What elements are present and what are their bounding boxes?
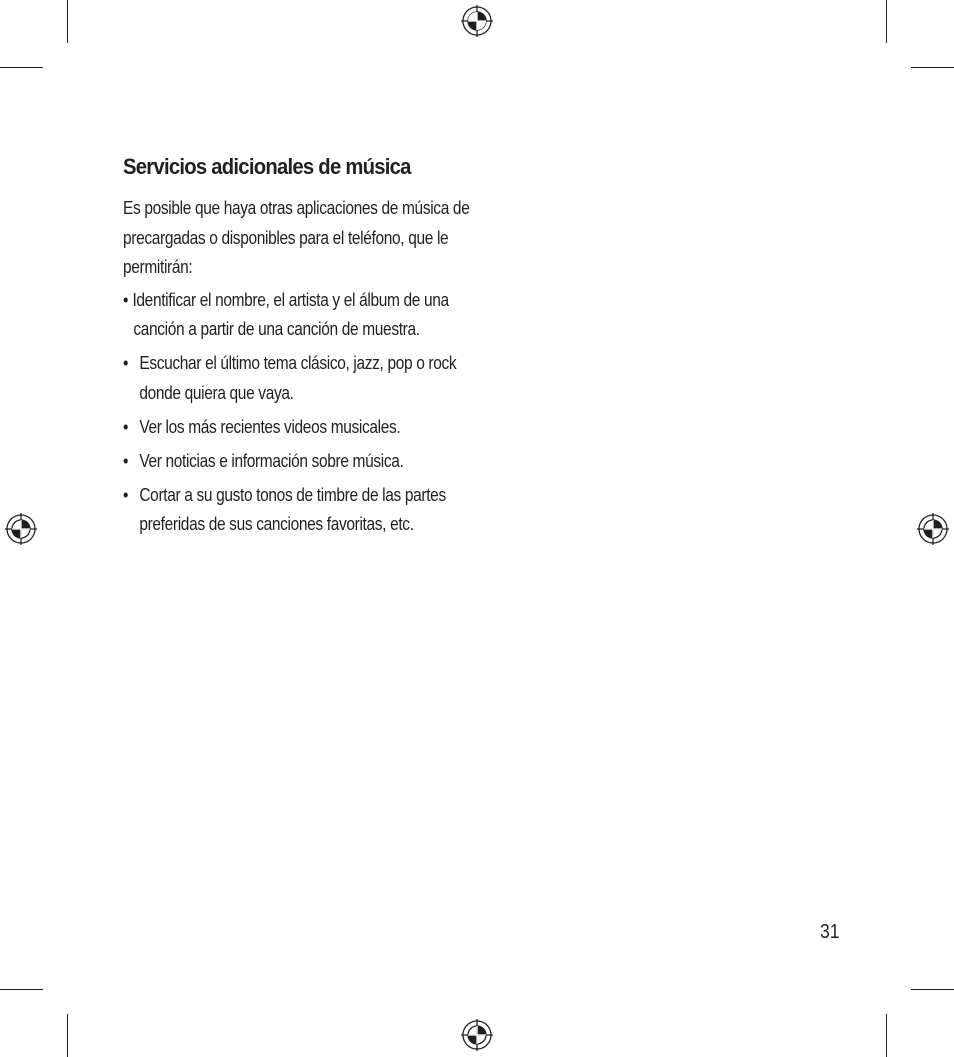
list-item-text: Escuchar el último tema clásico, jazz, pop o rock donde quiera que vaya. — [139, 353, 457, 403]
list-item-text: Identificar el nombre, el artista y el álbum de una canción a partir de una canción de muestra. — [132, 289, 449, 339]
list-item-text: Ver noticias e información sobre música. — [139, 450, 404, 471]
bullet-icon: • — [123, 416, 129, 437]
crop-mark-bottom-left-horizontal — [0, 989, 43, 990]
crop-mark-bottom-right-horizontal — [911, 989, 954, 990]
crop-mark-top-left-horizontal — [0, 67, 43, 68]
registration-mark-icon-bottom — [461, 1019, 493, 1051]
list-item — [123, 447, 476, 477]
section-title: Servicios adicionales de música — [123, 154, 411, 179]
registration-mark-icon-right — [917, 513, 949, 545]
list-item — [123, 481, 476, 540]
list-item-text: Cortar a su gusto tonos de timbre de las partes preferidas de sus canciones favoritas, etc. — [139, 484, 446, 534]
crop-mark-bottom-right-vertical — [886, 1014, 887, 1057]
bullet-icon: • — [123, 484, 129, 505]
registration-mark-icon-left — [5, 513, 37, 545]
list-item-text: Ver los más recientes videos musicales. — [139, 416, 401, 437]
crop-mark-top-right-vertical — [886, 0, 887, 43]
bullet-icon: • — [123, 289, 129, 310]
crop-mark-bottom-left-vertical — [67, 1014, 68, 1057]
bullet-icon: • — [123, 353, 129, 373]
list-item — [123, 286, 476, 345]
page-number: 31 — [820, 921, 840, 943]
registration-mark-icon-top — [461, 5, 493, 37]
crop-mark-top-right-horizontal — [911, 67, 954, 68]
section-content — [123, 150, 483, 544]
crop-mark-top-left-vertical — [67, 0, 68, 43]
feature-list — [123, 286, 483, 540]
list-item — [123, 413, 476, 443]
list-item — [123, 349, 476, 408]
bullet-icon: • — [123, 450, 129, 471]
intro-paragraph: Es posible que haya otras aplicaciones de música de precargadas o disponibles para el teléfono, que le permitirán: — [123, 198, 470, 277]
